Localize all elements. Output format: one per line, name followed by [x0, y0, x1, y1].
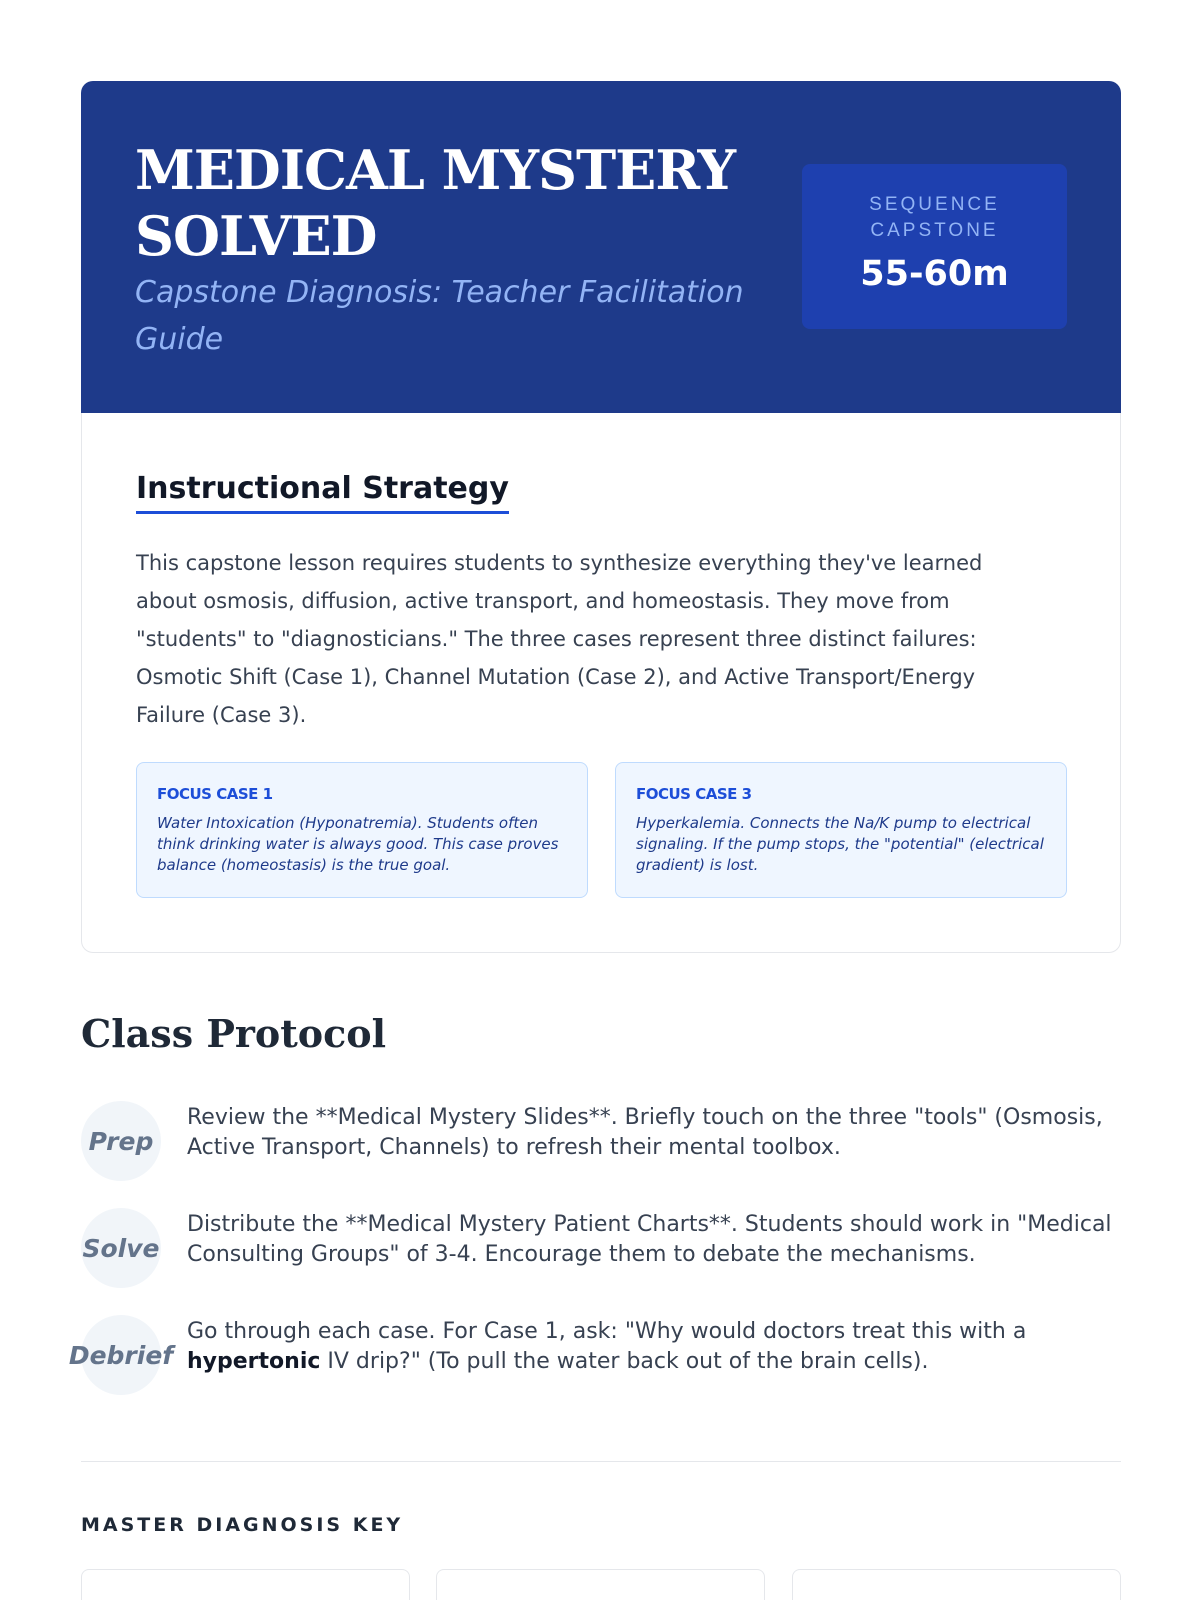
step-text-part: Go through each case. For Case 1, ask: "Why would doctors treat this with a: [187, 1319, 1027, 1344]
strategy-heading: Instructional Strategy: [136, 471, 509, 514]
strategy-body: This capstone lesson requires students to synthesize everything they've learned about osmosis, diffusion, active transport, and homeostasis. They move from "students" to "diagnosticians." The three cases represent three distinct failures: Osmotic Shift (Case 1), Channel Mutation (Case 2), and Active Transport/Energy Failure (Case 3).: [136, 551, 983, 727]
page-title: MEDICAL MYSTERY SOLVED: [135, 138, 736, 268]
diagnosis-key-card: [436, 1569, 765, 1600]
focus-case-label: FOCUS CASE 1: [157, 785, 273, 803]
facilitation-guide: [68, 81, 1121, 1536]
step-badge: Solve: [81, 1208, 161, 1288]
diagnosis-key-card: [792, 1569, 1121, 1600]
step-text: Distribute the **Medical Mystery Patient Charts**. Students should work in "Medical Consulting Groups" of 3-4. Encourage them to debate the mechanisms.: [187, 1212, 1112, 1267]
protocol-step-debrief: [68, 1315, 1121, 1395]
focus-case-text: Hyperkalemia. Connects the Na/K pump to electrical signaling. If the pump stops, the "potential" (electrical gradient) is lost.: [636, 814, 1044, 874]
sequence-badge: [802, 164, 1067, 329]
step-text-emphasis: hypertonic: [187, 1349, 321, 1374]
sequence-label: SEQUENCE CAPSTONE: [869, 194, 1000, 241]
step-badge: Prep: [81, 1101, 161, 1181]
diagnosis-key-card: [81, 1569, 410, 1600]
duration-value: 55-60m: [860, 254, 1009, 294]
page-subtitle: Capstone Diagnosis: Teacher Facilitation Guide: [135, 275, 744, 357]
protocol-step-prep: [81, 1101, 1121, 1181]
step-badge: Debrief: [81, 1315, 161, 1395]
protocol-heading: Class Protocol: [81, 1011, 387, 1056]
step-text-part: IV drip?" (To pull the water back out of the brain cells).: [320, 1349, 929, 1374]
focus-case-text: Water Intoxication (Hyponatremia). Students often think drinking water is always good. This case proves balance (homeostasis) is the true goal.: [157, 814, 559, 874]
focus-case-1: [136, 762, 588, 898]
guide-header: [81, 81, 1121, 413]
protocol-step-solve: [81, 1208, 1121, 1288]
focus-case-label: FOCUS CASE 3: [636, 785, 752, 803]
step-text: [187, 1317, 1127, 1377]
diagnosis-key-heading: MASTER DIAGNOSIS KEY: [81, 1514, 404, 1536]
strategy-card: [81, 413, 1121, 953]
step-text: Review the **Medical Mystery Slides**. Briefly touch on the three "tools" (Osmosis, Active Transport, Channels) to refresh their mental toolbox.: [187, 1105, 1103, 1160]
focus-case-3: [615, 762, 1067, 898]
section-divider: [81, 1461, 1121, 1462]
